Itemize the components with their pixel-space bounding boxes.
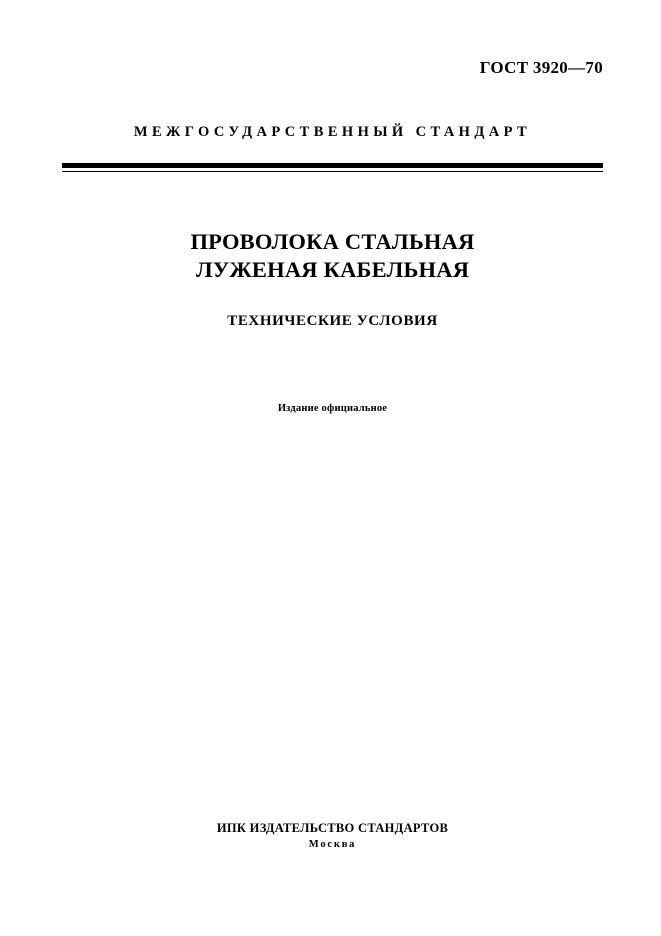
edition-note: Издание официальное	[277, 403, 388, 414]
title-line-2: ЛУЖЕНАЯ КАБЕЛЬНАЯ	[195, 257, 470, 282]
title-line-1: ПРОВОЛОКА СТАЛЬНАЯ	[190, 229, 475, 254]
divider-thick	[62, 163, 603, 168]
document-title	[62, 228, 603, 284]
standard-category-label: МЕЖГОСУДАРСТВЕННЫЙ СТАНДАРТ	[133, 124, 532, 140]
publisher-name: ИПК ИЗДАТЕЛЬСТВО СТАНДАРТОВ	[216, 821, 449, 835]
divider-thin	[62, 171, 603, 172]
document-subtitle: ТЕХНИЧЕСКИЕ УСЛОВИЯ	[227, 313, 438, 329]
page-footer	[62, 821, 603, 850]
publisher-city: Москва	[308, 839, 357, 850]
standard-number: ГОСТ 3920—70	[479, 58, 603, 77]
